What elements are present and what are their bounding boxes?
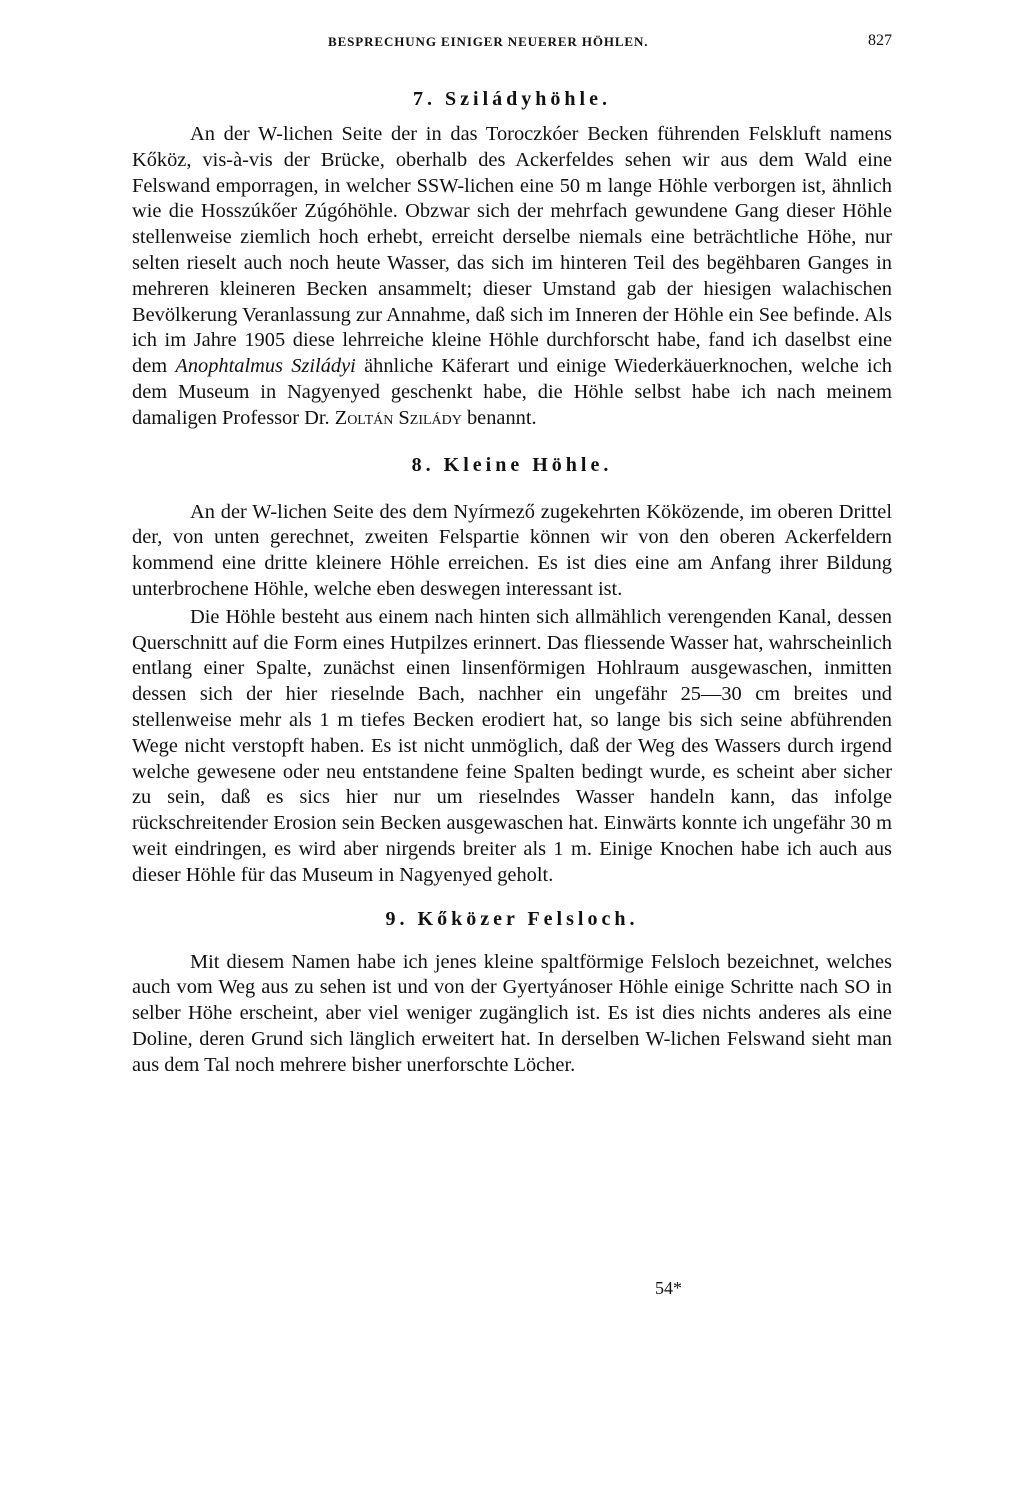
document-page: [132, 28, 892, 1079]
section-heading-8: 8. Kleine Höhle.: [411, 453, 613, 476]
section-7-paragraph: [132, 122, 892, 432]
section-heading-9: 9. Kőközer Felsloch.: [385, 907, 639, 930]
running-title: BESPRECHUNG EINIGER NEUERER HÖHLEN.: [328, 34, 649, 49]
section-7-text-part-2: ähnliche Käferart und einige Wiederkäuerknochen, welche ich dem Museum in Nagyenyed geschenkt habe, die Höhle selbst habe ich nach meinem damaligen Professor Dr.: [132, 355, 892, 429]
section-7-text-part-1: An der W-lichen Seite der in das Toroczkóer Becken führenden Felskluft namens Kőköz, vis-à-vis der Brücke, oberhalb des Ackerfeldes sehen wir aus dem Wald eine Felswand emporragen, in welcher SSW-lichen eine 50 m lange Höhle verborgen ist, ähnlich wie die Hosszúkőer Zúgóhöhle. Obzwar sich der mehrfach gewundene Gang dieser Höhle stellenweise ziemlich hoch erhebt, erreicht derselbe niemals eine beträchtliche Höhe, nur selten rieselt auch noch heute Wasser, das sich im hinteren Teil des begëhbaren Ganges in mehreren kleineren Becken ansammelt; dieser Umstand gab der hiesigen walachischen Bevölkerung Veranlassung zur Annahme, daß sich im Inneren der Höhle ein See befinde. Als ich im Jahre 1905 diese lehrreiche kleine Höhle durchforscht habe, fand ich daselbst eine dem: [132, 123, 892, 378]
professor-name: Zoltán Szilády: [334, 406, 462, 429]
section-8-paragraph-2: Die Höhle besteht aus einem nach hinten sich allmählich verengenden Kanal, dessen Querschnitt auf die Form eines Hutpilzes erinnert. Das fliessende Wasser hat, wahrscheinlich entlang einer Spalte, zunächst einen linsenförmigen Hohlraum ausgewaschen, inmitten dessen sich der hier rieselnde Bach, nachher ein ungefähr 25—30 cm breites und stellenweise mehr als 1 m tiefes Becken erodiert hat, so lange bis sich seine abführenden Wege nicht verstopft haben. Es ist nicht unmöglich, daß der Weg des Wassers durch irgend welche gewesene oder neu entstandene feine Spalten bedingt wurde, es scheint aber sicher zu sein, daß es sics hier nur um rieselndes Wasser handeln kann, das infolge rückschreitender Erosion sein Becken ausgewaschen hat. Einwärts konnte ich ungefähr 30 m weit eindringen, es wird aber nirgends breiter als 1 m. Einige Knochen habe ich auch aus dieser Höhle für das Museum in Nagyenyed geholt.: [132, 605, 892, 886]
page-header: [132, 28, 892, 58]
page-number: 827: [868, 32, 892, 49]
footer-signature-mark: 54*: [655, 1278, 682, 1298]
section-8-paragraph-1: An der W-lichen Seite des dem Nyírmező zugekehrten Köközende, im oberen Drittel der, von unten gerechnet, zweiten Felspartie können wir von den oberen Ackerfeldern kommend eine dritte kleinere Höhle erreichen. Es ist dies eine am Anfang ihrer Bildung unterbrochene Höhle, welche eben deswegen interessant ist.: [132, 500, 892, 600]
section-heading-7: 7. Sziládyhöhle.: [413, 88, 611, 110]
species-name: Anophtalmus Sziládyi: [175, 355, 356, 378]
section-9-paragraph: Mit diesem Namen habe ich jenes kleine spaltförmige Felsloch bezeichnet, welches auch vom Weg aus zu sehen ist und von der Gyertyánoser Höhle einige Schritte nach SO in selber Höhe erscheint, aber viel weniger zugänglich ist. Es ist dies nichts anderes als eine Doline, deren Grund sich länglich erweitert hat. In derselben W-lichen Felswand sieht man aus dem Tal noch mehrere bisher unerforschte Löcher.: [132, 950, 892, 1076]
section-7-text-part-3: benannt.: [461, 406, 537, 429]
